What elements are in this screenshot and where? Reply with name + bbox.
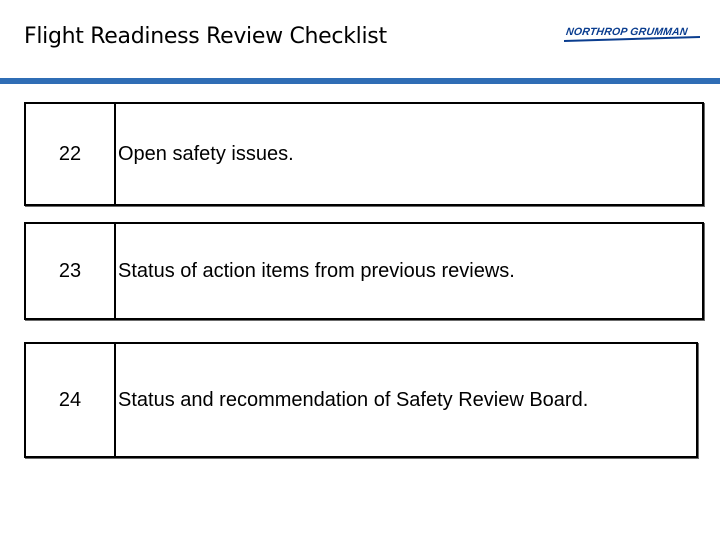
- item-text: Status of action items from previous reviews.: [118, 259, 515, 282]
- column-divider: [114, 104, 116, 204]
- item-number: 23: [58, 259, 82, 282]
- item-number: 24: [58, 388, 82, 411]
- column-divider: [114, 224, 116, 318]
- logo-text: NORTHROP GRUMMAN: [565, 26, 689, 38]
- slide-title: Flight Readiness Review Checklist: [24, 24, 387, 49]
- checklist-item-22: [24, 102, 704, 206]
- item-text: Open safety issues.: [118, 142, 294, 165]
- checklist-item-24: [24, 342, 698, 458]
- checklist-item-23: [24, 222, 704, 320]
- column-divider: [114, 344, 116, 456]
- item-number: 22: [58, 142, 82, 165]
- company-logo: [562, 24, 702, 48]
- item-text: Status and recommendation of Safety Review Board.: [118, 388, 589, 411]
- header-rule: [0, 78, 720, 84]
